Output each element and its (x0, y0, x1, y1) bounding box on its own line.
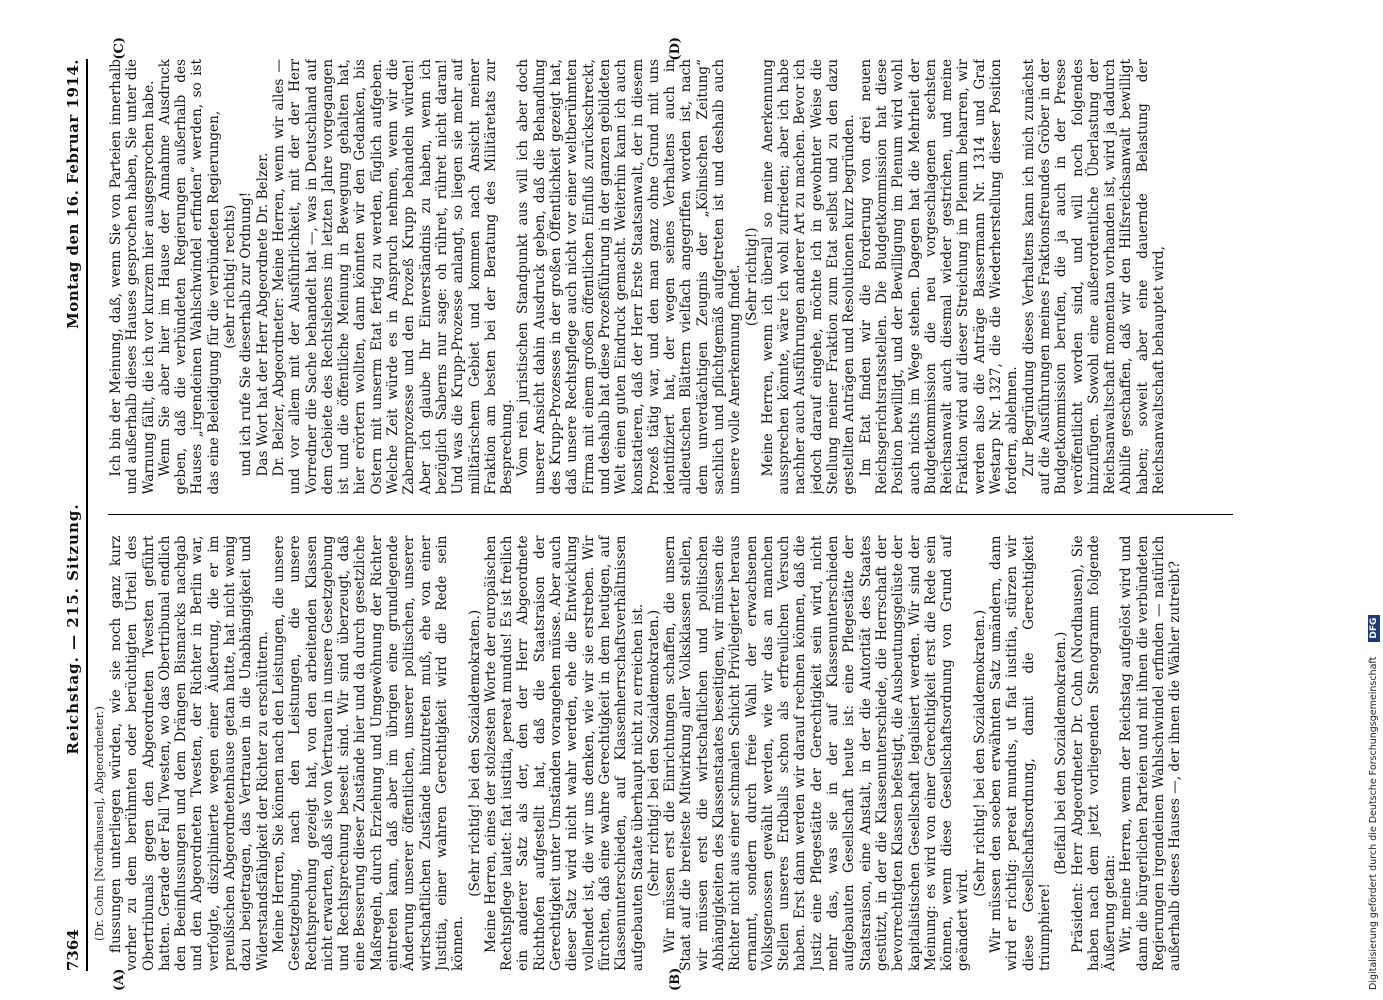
paragraph: (Sehr richtig!) (743, 227, 760, 327)
page-header (64, 59, 88, 971)
paragraph: Wir müssen den soeben erwähnten Satz umändern, dann wird er richtig: pereat mundus, ut fiat iustitia, stürzen wir diese Gesellschaftsordnung, damit die Gerechtigkeit triumphiere! (988, 535, 1053, 971)
paragraph: (Sehr richtig! bei den Sozialdemokraten.) (645, 609, 662, 897)
margin-marker-b: (B) (668, 967, 683, 991)
right-column (108, 59, 1233, 495)
digitization-stamp (1368, 10, 1380, 990)
margin-marker-d: (D) (668, 37, 683, 61)
dfg-logo: DFG (1368, 615, 1380, 642)
paragraph: Wir müssen erst die Einrichtungen schaffen, die unsern Staat auf die breiteste Mitwirkung aller Volksklassen stellen, wir müssen erst die wirtschaftlichen und politischen Abhängigkeiten des Klassenstaates beseitigen, wir müssen die Richter nicht aus einer schmalen Schicht Privilegierter heraus ernannt, sondern durch freie Wahl der erwachsenen Volksgenossen gewählt werden, wie wir das an manchen Stellen unseres Erdballs schon als erfreulichen Versuch haben. Erst dann werden wir darauf rechnen können, daß die Justiz eine Pflegestätte der Gerechtigkeit sein wird, nicht mehr das, was sie in der auf Klassenunterschieden aufgebauten Gesellschaft heute ist: eine Pflegestätte der Staatsraison, eine Anstalt, in der die Autorität des Staates gestützt, in der die Klassenunterschiede, die Herrschaft der bevorrechtigten Klassen befestigt, die Ausbeutungsgelüste der kapitalistischen Gesellschaft legalisiert werden. Wir sind der Meinung: es wird von einer Gerechtigkeit erst die Rede sein können, wenn diese Gesellschaftsordnung von Grund auf geändert wird. (662, 535, 972, 971)
speaker-byline: (Dr. Cohn [Nordhausen], Abgeordneter.) (92, 706, 106, 941)
paragraph: Ich bin der Meinung, daß, wenn Sie von Parteien innerhalb und außerhalb dieses Hauses gesprochen haben, Sie unter die Warnung fällt, die ich vor kurzem hier ausgesprochen habe. (108, 59, 157, 495)
margin-marker-a: (A) (112, 968, 127, 991)
paragraph: Präsident: Herr Abgeordneter Dr. Cohn (Nordhausen), Sie haben nach dem jetzt vorliegenden Stenogramm folgende Äußerung getan: (1069, 535, 1119, 971)
paragraph: Vom rein juristischen Standpunkt aus will ich aber doch unserer Ansicht dahin Ausdruck geben, daß die Behandlung des Krupp-Prozesses in der großen Öffentlichkeit gezeigt hat, daß unsere Rechtspflege auch nicht vor einer weltberühmten Firma mit einem großen öffentlichen Einfluß zurückschreckt, und deshalb hat diese Prozeßführung in der ganzen gebildeten Welt einen guten Eindruck gemacht. Weiterhin kann ich auch konstatieren, daß der Herr Erste Staatsanwalt, der in diesem Prozeß tätig war, und den man ganz ohne Grund mit uns identifiziert hat, der wegen seines Verhaltens auch in alldeutschen Blättern vielfach angegriffen worden ist, nach dem unverdächtigen Zeugnis der „Kölnischen Zeitung“ sachlich und pflichtgemäß aufgetreten ist und deshalb auch unsere volle Anerkennung findet. (515, 59, 744, 495)
column-divider (108, 515, 1233, 516)
margin-marker-c: (C) (112, 37, 127, 60)
paragraph: (Sehr richtig! bei den Sozialdemokraten.) (466, 609, 483, 897)
paragraph: Dr. Belzer, Abgeordneter: Meine Herren, wenn wir alles — und vor allem mit der Ausführlichkeit, mit der der Herr Vorredner die Sache behandelt hat —, was in Deutschland auf dem Gebiete des Rechtslebens im letzten Jahre vorgegangen ist und die öffentliche Meinung in Bewegung gehalten hat, hier erörtern wollten, dann könnten wir den Gedanken, bis Ostern mit unserm Etat fertig zu werden, füglich aufgeben. Welche Zeit würde es in Anspruch nehmen, wenn wir die Zabernprozesse und den Prozeß Krupp behandeln würden! Aber ich glaube Ihr Einverständnis zu haben, wenn ich bezüglich Saberns nur sage: oh rühret, rühret nicht daran! Und was die Krupp-Prozesse anlangt, so liegen sie mehr auf militärischem Gebiet und kommen nach Ansicht meiner Fraktion am besten bei der Beratung des Militäretats zur Besprechung. (270, 59, 516, 495)
paragraph: Zur Begründung dieses Verhaltens kann ich mich zunächst auf die Ausführungen meines Fraktionsfreundes Gröber in der Budgetkommission berufen, die ja auch in der Presse veröffentlicht worden sind, und will noch folgendes hinzufügen. Sowohl eine außerordentliche Überlastung der Reichsanwaltschaft momentan vorhanden ist, wird ja dadurch Abhilfe geschaffen, daß wir den Hilfsreichsanwalt bewilligt haben; soweit aber eine dauernde Belastung der Reichsanwaltschaft behauptet wird, (1020, 59, 1167, 495)
session-title: Reichstag. — 215. Sitzung. (64, 503, 82, 755)
paragraph: Meine Herren, wenn ich überall so meine Anerkennung aussprechen könnte, wäre ich wohl zufrieden; aber ich habe nachher auch Ausführungen anderer Art zu machen. Bevor ich jedoch darauf eingehe, möchte ich in gewohnter Weise die Stellung meiner Fraktion zum Etat selbst und zu den dazu gestellten Anträgen und Resolutionen kurz begründen. (759, 59, 858, 495)
paragraph: Meine Herren, eines der stolzesten Worte der europäischen Rechtspflege lautet: fiat iustitia, pereat mundus! Es ist freilich ein anderer Satz als der, den der Herr Abgeordnete Richthofen aufgestellt hat, daß die Staatsraison der Gerechtigkeit unter Umständen vorangehen müsse. Aber auch dieser Satz wird nicht wahr werden, ehe die Entwicklung vollendet ist, die wir uns denken, wie wir sie erstreben. Wir fürchten, daß eine wahre Gerechtigkeit in dem heutigen, auf Klassenunterschieden, auf Klassenherrschaftsverhältnissen aufgebauten Staate überhaupt nicht zu erreichen ist. (482, 535, 646, 971)
paragraph: Meine Herren, Sie können nach den Leistungen, die unsere Gesetzgebung, nach den Leistungen, die unsere Rechtsprechung gezeigt hat, von den arbeitenden Klassen nicht erwarten, daß sie von Vertrauen in unsere Gesetzgebung und Rechtsprechung beseelt sind. Wir sind überzeugt, daß eine Besserung dieser Zustände hier und da durch gesetzliche Maßregeln, durch Erziehung und Umgewöhnung der Richter eintreten kann, daß aber im übrigen eine grundlegende Änderung unserer öffentlichen, unserer politischen, unserer wirtschaftlichen Zustände hinzutreten muß, ehe von einer Justitia, einer wahren Gerechtigkeit wird die Rede sein können. (270, 535, 467, 971)
paragraph: (sehr richtig! rechts) (222, 204, 239, 349)
page-number: 7364 (64, 929, 82, 971)
paragraph: Im Etat finden wir die Forderung von drei neuen Reichsgerichtsratsstellen. Die Budgetkommission hat diese Position bewilligt, und der Bewilligung im Plenum wird wohl auch nichts im Wege stehen. Dagegen hat die Mehrheit der Budgetkommission die neu vorgeschlagenen sechsten Reichsanwalt auch diesmal wieder gestrichen, und meine Fraktion wird auf dieser Streichung im Plenum beharren, wir werden also die Anträge Bassermann Nr. 1314 und Graf Westarp Nr. 1327, die die Wiederherstellung dieser Position fordern, ablehnen. (857, 59, 1021, 495)
text-columns (108, 37, 1233, 991)
left-column (108, 536, 1233, 972)
paragraph: Das Wort hat der Herr Abgeordnete Dr. Belzer. (254, 152, 271, 477)
session-date: Montag den 16. Februar 1914. (64, 59, 82, 329)
paragraph: (Sehr richtig! bei den Sozialdemokraten.) (971, 609, 988, 897)
paragraph: (Beifall bei den Sozialdemokraten.) (1053, 631, 1070, 875)
paragraph: und ich rufe Sie dieserhalb zur Ordnung! (238, 191, 255, 477)
stamp-text: Digitalisierung gefördert durch die Deutsche Forschungsgemeinschaft (1368, 656, 1379, 990)
document-page (56, 37, 1306, 991)
paragraph: flussungen unterliegen würden, wie sie noch ganz kurz vorher zu dem berühmten oder berüchtigten Urteil des Obertribunals gegen den Abgeordneten Twesten geführt hatten. Gerade der Fall Twesten, wo das Obertribunal endlich den Beeinflussungen und dem Drängen Bismarcks nachgab und den Abgeordneten Twesten, der Richter in Berlin war, verfolgte, disziplinierte wegen einer Äußerung, die er im preußischen Abgeordnetenhause getan hatte, hat nicht wenig dazu beigetragen, das Vertrauen in die Unabhängigkeit und Widerstandsfähigkeit der Richter zu erschüttern. (108, 535, 271, 971)
paragraph: Wenn Sie aber hier im Hause der Annahme Ausdruck geben, daß die verbündeten Regierungen außerhalb des Hauses „irgendeinen Wahlschwindel erfinden“ werden, so ist das eine Beleidigung für die verbündeten Regierungen, (156, 59, 222, 495)
paragraph: Wir, meine Herren, wenn der Reichstag aufgelöst wird und dann die bürgerlichen Parteien und mit ihnen die verbündeten Regierungen irgendeinen Wahlschwindel erfinden — natürlich außerhalb dieses Hauses —, der ihnen die Wähler zutreibt? (1118, 535, 1184, 971)
